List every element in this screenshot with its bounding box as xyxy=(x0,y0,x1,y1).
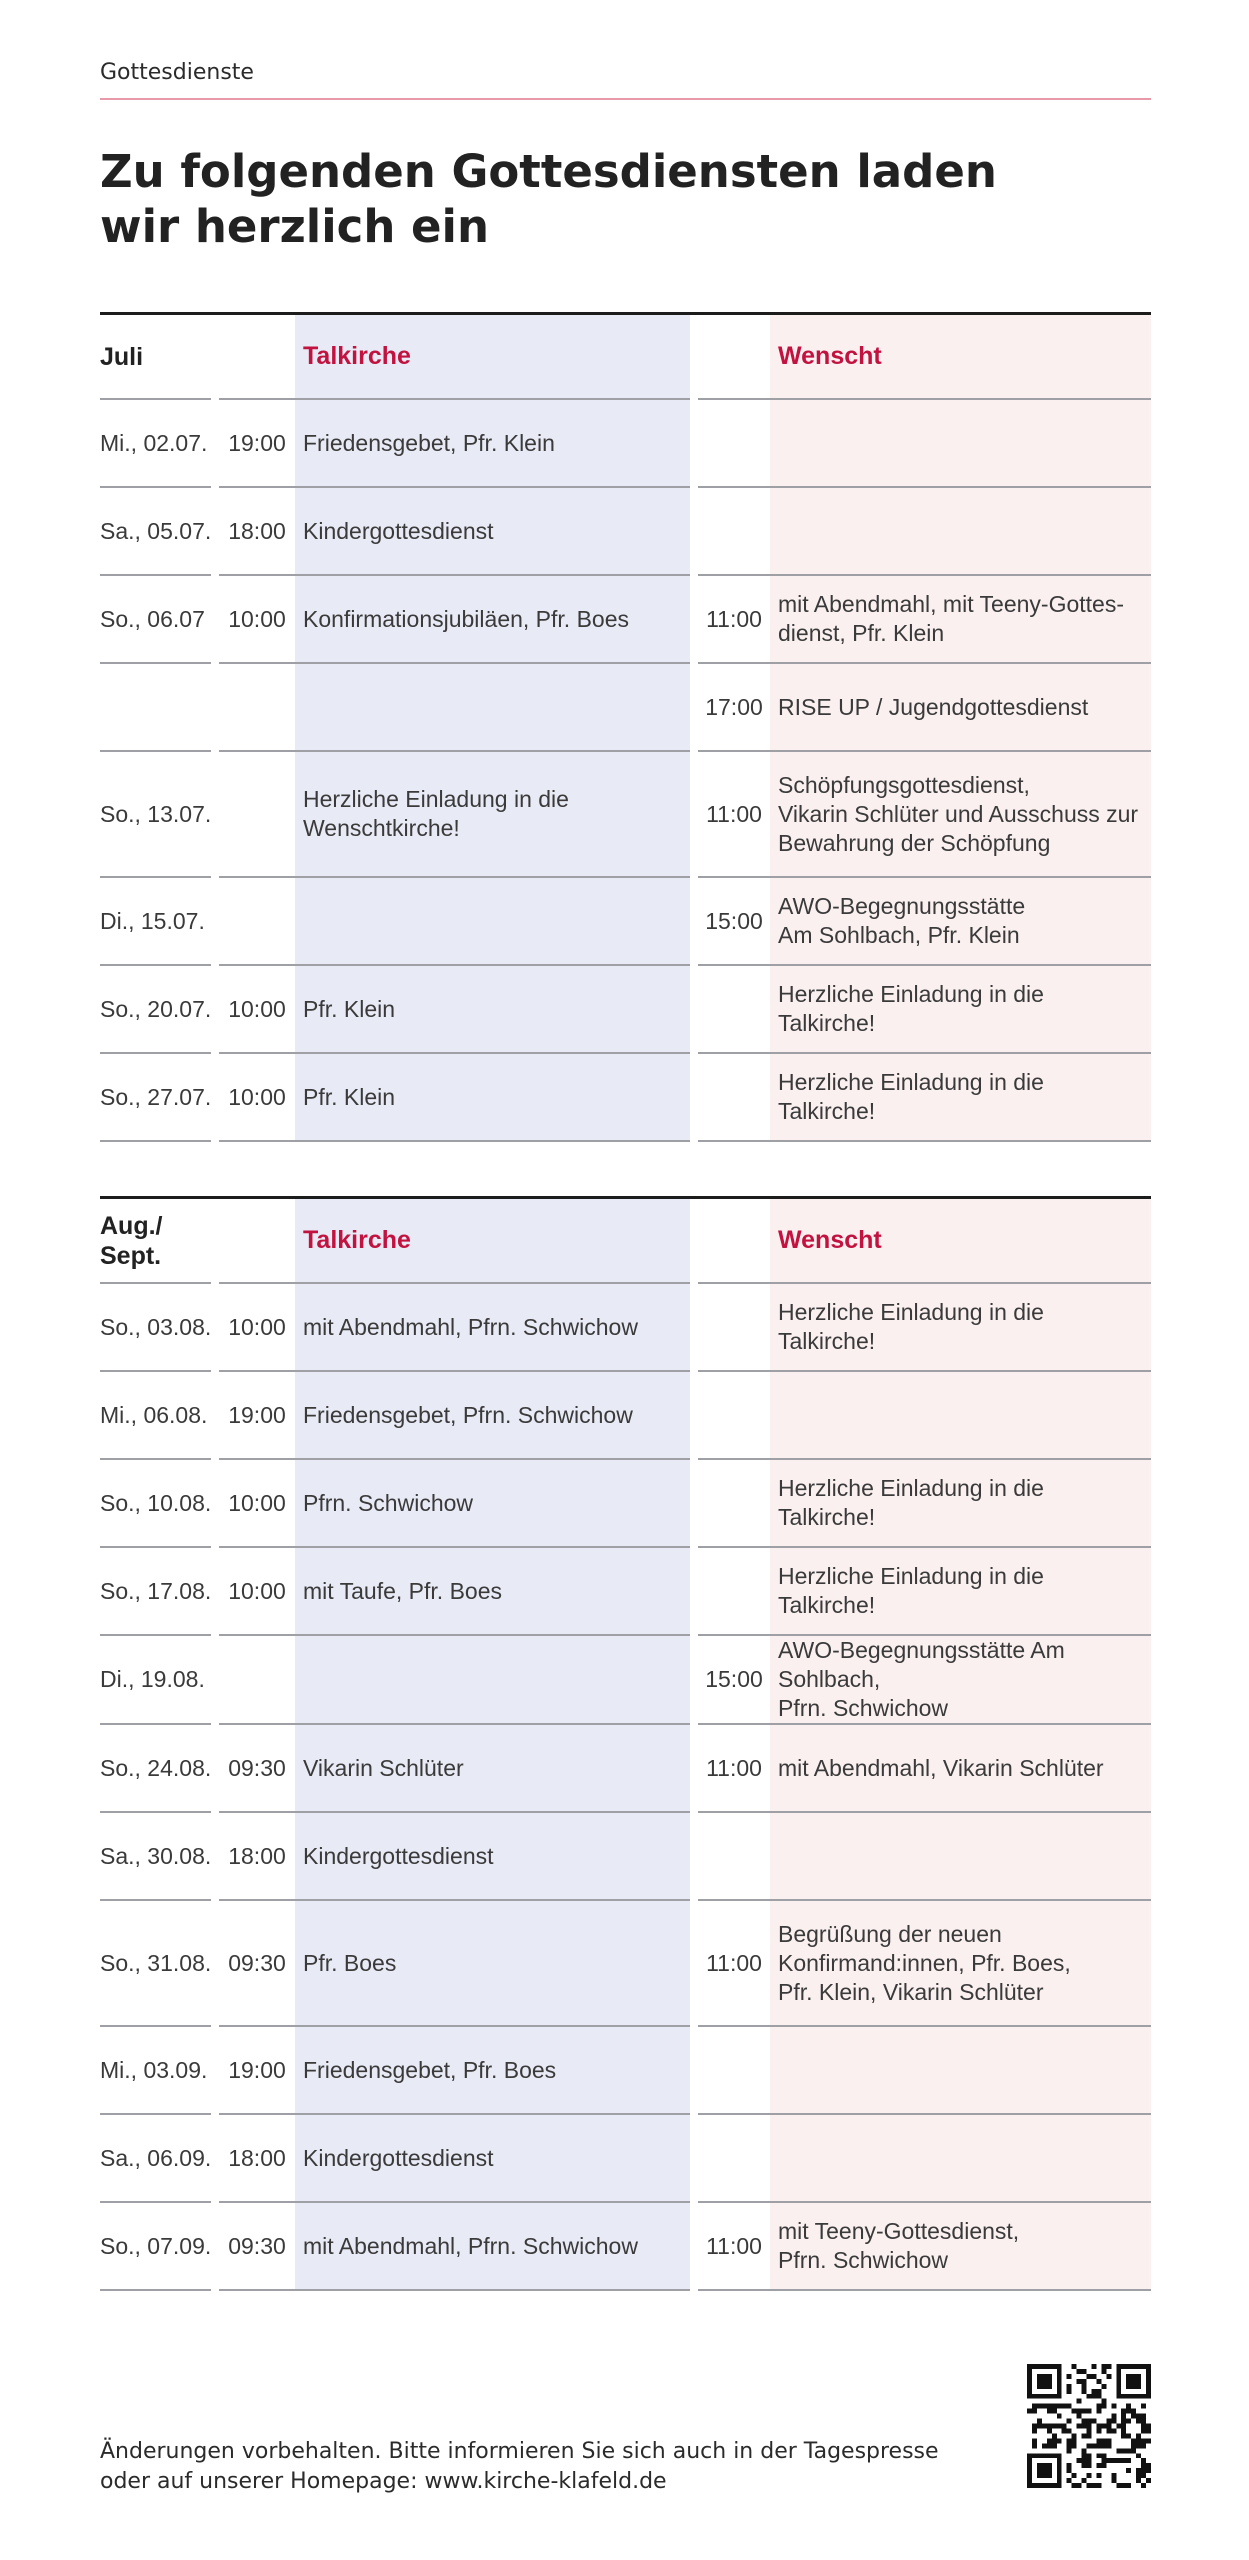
wenscht-time xyxy=(698,1548,770,1636)
table-row xyxy=(100,2027,1151,2115)
wenscht-time xyxy=(698,488,770,576)
wenscht-service xyxy=(770,400,1151,488)
talkirche-header xyxy=(295,1196,690,1284)
talkirche-service: Friedensgebet, Pfr. Klein xyxy=(295,400,690,488)
column-gap xyxy=(690,664,698,752)
column-gap xyxy=(211,1901,219,2027)
wenscht-time xyxy=(698,1460,770,1548)
service-date: So., 13.07. xyxy=(100,752,211,878)
talkirche-time: 10:00 xyxy=(219,1284,295,1372)
wenscht-service xyxy=(770,2115,1151,2203)
service-date: So., 24.08. xyxy=(100,1725,211,1813)
wenscht-service: Herzliche Einladung in die Talkirche! xyxy=(770,1460,1151,1548)
column-gap xyxy=(211,312,219,400)
service-date: So., 10.08. xyxy=(100,1460,211,1548)
column-gap xyxy=(211,2115,219,2203)
talkirche-service: Kindergottesdienst xyxy=(295,1813,690,1901)
column-gap xyxy=(690,1636,698,1725)
talkirche-time: 18:00 xyxy=(219,488,295,576)
talkirche-time: 10:00 xyxy=(219,1460,295,1548)
column-gap xyxy=(690,878,698,966)
wenscht-header xyxy=(770,312,1151,400)
table-row xyxy=(100,1460,1151,1548)
wenscht-service xyxy=(770,2027,1151,2115)
wenscht-time: 15:00 xyxy=(698,878,770,966)
table-row xyxy=(100,752,1151,878)
wenscht-service: RISE UP / Jugendgottesdienst xyxy=(770,664,1151,752)
talkirche-service: mit Abendmahl, Pfrn. Schwichow xyxy=(295,2203,690,2291)
column-gap xyxy=(690,1813,698,1901)
wenscht-service: Herzliche Einladung in die Talkirche! xyxy=(770,1284,1151,1372)
wenscht-service: mit Teeny-Gottesdienst, Pfrn. Schwichow xyxy=(770,2203,1151,2291)
footer-line-2: oder auf unserer Homepage: www.kirche-klafeld.de xyxy=(100,2469,667,2494)
table-row xyxy=(100,1284,1151,1372)
footer-line-1: Änderungen vorbehalten. Bitte informieren Sie sich auch in der Tagespresse xyxy=(100,2439,939,2464)
wenscht-label: Wenscht xyxy=(778,342,882,370)
table-header-row xyxy=(100,312,1151,400)
talkirche-time: 19:00 xyxy=(219,400,295,488)
wenscht-label: Wenscht xyxy=(778,1226,882,1254)
talkirche-service: Kindergottesdienst xyxy=(295,488,690,576)
wenscht-time xyxy=(698,1372,770,1460)
column-gap xyxy=(211,400,219,488)
wenscht-time xyxy=(698,2027,770,2115)
wenscht-time xyxy=(698,1813,770,1901)
service-date: So., 20.07. xyxy=(100,966,211,1054)
time-header xyxy=(219,1196,295,1284)
talkirche-service: Vikarin Schlüter xyxy=(295,1725,690,1813)
table-row xyxy=(100,1813,1151,1901)
column-gap xyxy=(690,1548,698,1636)
talkirche-time: 18:00 xyxy=(219,2115,295,2203)
time-header xyxy=(698,1196,770,1284)
talkirche-label: Talkirche xyxy=(303,1226,411,1254)
wenscht-service: mit Abendmahl, Vikarin Schlüter xyxy=(770,1725,1151,1813)
wenscht-service: Herzliche Einladung in die Talkirche! xyxy=(770,1548,1151,1636)
footer-note xyxy=(100,2437,939,2497)
service-date: Mi., 06.08. xyxy=(100,1372,211,1460)
wenscht-time: 11:00 xyxy=(698,1725,770,1813)
table-row xyxy=(100,1372,1151,1460)
qr-code-icon xyxy=(1027,2364,1151,2488)
wenscht-time xyxy=(698,1054,770,1142)
wenscht-service: mit Abendmahl, mit Teeny-Gottes- dienst, Pfr. Klein xyxy=(770,576,1151,664)
wenscht-time: 11:00 xyxy=(698,2203,770,2291)
talkirche-time xyxy=(219,878,295,966)
talkirche-time: 09:30 xyxy=(219,1725,295,1813)
talkirche-time xyxy=(219,1636,295,1725)
column-gap xyxy=(211,966,219,1054)
talkirche-time: 10:00 xyxy=(219,1054,295,1142)
service-date xyxy=(100,664,211,752)
talkirche-service xyxy=(295,664,690,752)
time-header xyxy=(698,312,770,400)
column-gap xyxy=(690,1460,698,1548)
header-divider xyxy=(100,98,1151,100)
table-row xyxy=(100,488,1151,576)
talkirche-time: 10:00 xyxy=(219,576,295,664)
table-row xyxy=(100,576,1151,664)
column-gap xyxy=(211,1372,219,1460)
column-gap xyxy=(690,2027,698,2115)
service-date: Di., 19.08. xyxy=(100,1636,211,1725)
talkirche-service: Kindergottesdienst xyxy=(295,2115,690,2203)
column-gap xyxy=(211,1636,219,1725)
wenscht-time: 17:00 xyxy=(698,664,770,752)
talkirche-time: 18:00 xyxy=(219,1813,295,1901)
talkirche-label: Talkirche xyxy=(303,342,411,370)
talkirche-service: Pfrn. Schwichow xyxy=(295,1460,690,1548)
column-gap xyxy=(690,2203,698,2291)
column-gap xyxy=(690,312,698,400)
column-gap xyxy=(211,2203,219,2291)
talkirche-service: Konfirmationsjubiläen, Pfr. Boes xyxy=(295,576,690,664)
talkirche-time: 10:00 xyxy=(219,966,295,1054)
service-date: So., 17.08. xyxy=(100,1548,211,1636)
service-date: So., 31.08. xyxy=(100,1901,211,2027)
table-header-row xyxy=(100,1196,1151,1284)
table-row xyxy=(100,1636,1151,1725)
service-date: So., 03.08. xyxy=(100,1284,211,1372)
talkirche-service: mit Abendmahl, Pfrn. Schwichow xyxy=(295,1284,690,1372)
table-row xyxy=(100,1725,1151,1813)
talkirche-service: Friedensgebet, Pfr. Boes xyxy=(295,2027,690,2115)
talkirche-time xyxy=(219,664,295,752)
schedule-table xyxy=(100,1196,1151,2291)
wenscht-service xyxy=(770,1813,1151,1901)
wenscht-service: AWO-Begegnungsstätte Am Sohlbach, Pfrn. Schwichow xyxy=(770,1636,1151,1725)
column-gap xyxy=(690,400,698,488)
page-title-line-1: Zu folgenden Gottesdiensten laden xyxy=(100,145,997,198)
table-row xyxy=(100,2203,1151,2291)
table-row xyxy=(100,1054,1151,1142)
service-date: Sa., 05.07. xyxy=(100,488,211,576)
talkirche-time: 19:00 xyxy=(219,1372,295,1460)
table-row xyxy=(100,664,1151,752)
talkirche-time: 19:00 xyxy=(219,2027,295,2115)
column-gap xyxy=(211,664,219,752)
wenscht-time: 11:00 xyxy=(698,576,770,664)
service-date: So., 06.07 xyxy=(100,576,211,664)
column-gap xyxy=(211,1725,219,1813)
column-gap xyxy=(690,2115,698,2203)
wenscht-time: 11:00 xyxy=(698,752,770,878)
page-title-line-2: wir herzlich ein xyxy=(100,200,490,253)
wenscht-service: Herzliche Einladung in die Talkirche! xyxy=(770,1054,1151,1142)
service-date: Mi., 02.07. xyxy=(100,400,211,488)
table-row xyxy=(100,1548,1151,1636)
table-row xyxy=(100,1901,1151,2027)
talkirche-service xyxy=(295,878,690,966)
talkirche-service: Pfr. Boes xyxy=(295,1901,690,2027)
talkirche-time: 10:00 xyxy=(219,1548,295,1636)
period-label: Juli xyxy=(100,312,211,400)
time-header xyxy=(219,312,295,400)
column-gap xyxy=(211,2027,219,2115)
talkirche-service: Friedensgebet, Pfrn. Schwichow xyxy=(295,1372,690,1460)
talkirche-service: Herzliche Einladung in die Wenschtkirche! xyxy=(295,752,690,878)
talkirche-time: 09:30 xyxy=(219,1901,295,2027)
column-gap xyxy=(690,1284,698,1372)
table-row xyxy=(100,878,1151,966)
service-date: So., 27.07. xyxy=(100,1054,211,1142)
service-date: Sa., 30.08. xyxy=(100,1813,211,1901)
wenscht-service: AWO-Begegnungsstätte Am Sohlbach, Pfr. Klein xyxy=(770,878,1151,966)
column-gap xyxy=(211,1284,219,1372)
column-gap xyxy=(211,752,219,878)
wenscht-header xyxy=(770,1196,1151,1284)
talkirche-service xyxy=(295,1636,690,1725)
column-gap xyxy=(211,1813,219,1901)
wenscht-service: Herzliche Einladung in die Talkirche! xyxy=(770,966,1151,1054)
talkirche-service: Pfr. Klein xyxy=(295,1054,690,1142)
service-date: So., 07.09. xyxy=(100,2203,211,2291)
service-date: Di., 15.07. xyxy=(100,878,211,966)
service-date: Sa., 06.09. xyxy=(100,2115,211,2203)
period-label: Aug./ Sept. xyxy=(100,1196,211,1284)
column-gap xyxy=(211,488,219,576)
schedule-table xyxy=(100,312,1151,1142)
wenscht-time xyxy=(698,966,770,1054)
wenscht-service xyxy=(770,488,1151,576)
wenscht-time: 15:00 xyxy=(698,1636,770,1725)
table-row xyxy=(100,966,1151,1054)
wenscht-time: 11:00 xyxy=(698,1901,770,2027)
page-title xyxy=(100,144,1000,254)
wenscht-time xyxy=(698,1284,770,1372)
column-gap xyxy=(690,966,698,1054)
wenscht-service: Schöpfungsgottesdienst, Vikarin Schlüter und Ausschuss zur Bewahrung der Schöpfung xyxy=(770,752,1151,878)
column-gap xyxy=(690,576,698,664)
talkirche-time xyxy=(219,752,295,878)
talkirche-service: mit Taufe, Pfr. Boes xyxy=(295,1548,690,1636)
talkirche-time: 09:30 xyxy=(219,2203,295,2291)
column-gap xyxy=(211,878,219,966)
column-gap xyxy=(211,576,219,664)
talkirche-service: Pfr. Klein xyxy=(295,966,690,1054)
talkirche-header xyxy=(295,312,690,400)
column-gap xyxy=(690,752,698,878)
table-row xyxy=(100,400,1151,488)
section-label: Gottesdienste xyxy=(100,60,254,85)
column-gap xyxy=(690,1196,698,1284)
wenscht-time xyxy=(698,2115,770,2203)
column-gap xyxy=(211,1548,219,1636)
column-gap xyxy=(690,1725,698,1813)
column-gap xyxy=(690,488,698,576)
column-gap xyxy=(690,1901,698,2027)
column-gap xyxy=(211,1460,219,1548)
table-row xyxy=(100,2115,1151,2203)
service-date: Mi., 03.09. xyxy=(100,2027,211,2115)
wenscht-service: Begrüßung der neuen Konfirmand:innen, Pfr. Boes, Pfr. Klein, Vikarin Schlüter xyxy=(770,1901,1151,2027)
column-gap xyxy=(690,1054,698,1142)
column-gap xyxy=(211,1196,219,1284)
column-gap xyxy=(211,1054,219,1142)
wenscht-service xyxy=(770,1372,1151,1460)
wenscht-time xyxy=(698,400,770,488)
column-gap xyxy=(690,1372,698,1460)
